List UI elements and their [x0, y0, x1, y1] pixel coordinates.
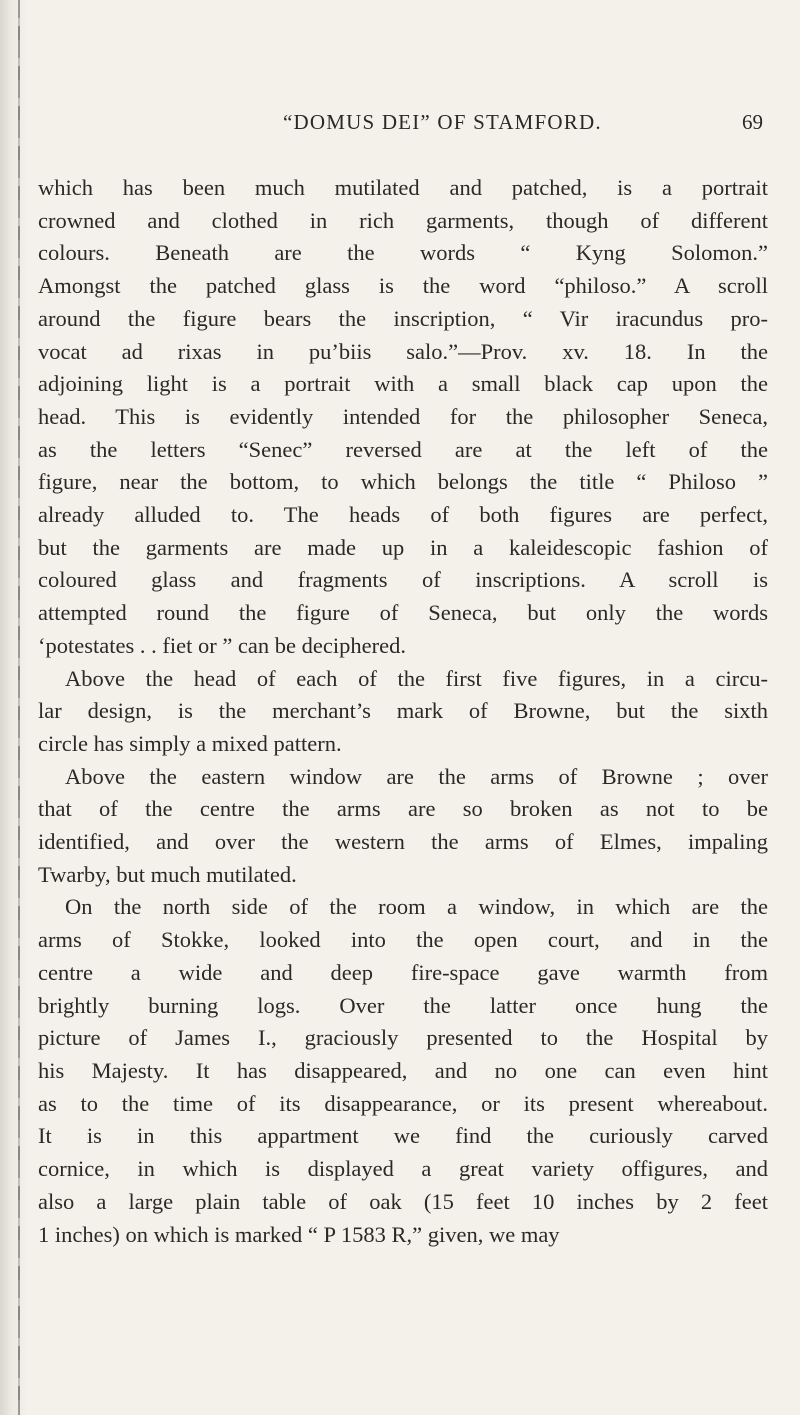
text-line: Above the eastern window are the arms of Browne ; over [65, 763, 768, 789]
text-line: that of the centre the arms are so broken as not to be [38, 796, 768, 822]
text-line: Twarby, but much mutilated. [38, 861, 297, 887]
text-line: head. This is evidently intended for the philosopher Seneca, [38, 403, 768, 429]
running-title: “DOMUS DEI” OF STAMFORD. [283, 110, 602, 134]
text-line: lar design, is the merchant’s mark of Browne, but the sixth [38, 698, 768, 724]
text-line: On the north side of the room a window, in which are the [65, 894, 768, 920]
text-line: ‘potestates . . fiet or ” can be deciphered. [38, 632, 406, 658]
page-gutter-shadow [0, 0, 28, 1415]
text-line: crowned and clothed in rich garments, though of different [38, 207, 768, 233]
text-line: circle has simply a mixed pattern. [38, 730, 342, 756]
text-line: which has been much mutilated and patched, is a portrait [38, 175, 768, 200]
text-line: Amongst the patched glass is the word “philoso.” A scroll [38, 273, 768, 299]
text-line: also a large plain table of oak (15 feet 10 inches by 2 feet [38, 1188, 768, 1214]
text-line: attempted round the figure of Seneca, but only the words [38, 600, 768, 626]
text-line: colours. Beneath are the words “ Kyng Solomon.” [38, 240, 768, 266]
text-line: brightly burning logs. Over the latter once hung the [38, 992, 768, 1018]
text-line: Above the head of each of the first five figures, in a circu- [65, 665, 768, 691]
text-line: It is in this appartment we find the curiously carved [38, 1123, 768, 1149]
text-line: his Majesty. It has disappeared, and no one can even hint [38, 1057, 768, 1083]
body-text [38, 172, 768, 1251]
text-line: centre a wide and deep fire-space gave warmth from [38, 959, 768, 985]
text-line: 1 inches) on which is marked “ P 1583 R,” given, we may [38, 1221, 560, 1247]
text-line: picture of James I., graciously presented to the Hospital by [38, 1025, 768, 1051]
binding-edge [18, 0, 20, 1415]
text-line: adjoining light is a portrait with a small black cap upon the [38, 371, 768, 397]
text-line: around the figure bears the inscription, “ Vir iracundus pro- [38, 305, 768, 331]
text-line: coloured glass and fragments of inscriptions. A scroll is [38, 567, 768, 593]
text-line: as to the time of its disappearance, or its present whereabout. [38, 1090, 768, 1116]
text-line: figure, near the bottom, to which belongs the title “ Philoso ” [38, 469, 768, 495]
text-line: cornice, in which is displayed a great variety offigures, and [38, 1156, 768, 1182]
text-line: but the garments are made up in a kaleidescopic fashion of [38, 534, 768, 560]
text-line: as the letters “Senec” reversed are at the left of the [38, 436, 768, 462]
page-header [0, 110, 800, 140]
page-number: 69 [742, 110, 763, 134]
text-line: identified, and over the western the arms of Elmes, impaling [38, 829, 768, 855]
text-line: already alluded to. The heads of both figures are perfect, [38, 502, 768, 528]
text-line: arms of Stokke, looked into the open court, and in the [38, 927, 768, 953]
text-line: vocat ad rixas in pu’biis salo.”—Prov. xv. 18. In the [38, 338, 768, 364]
